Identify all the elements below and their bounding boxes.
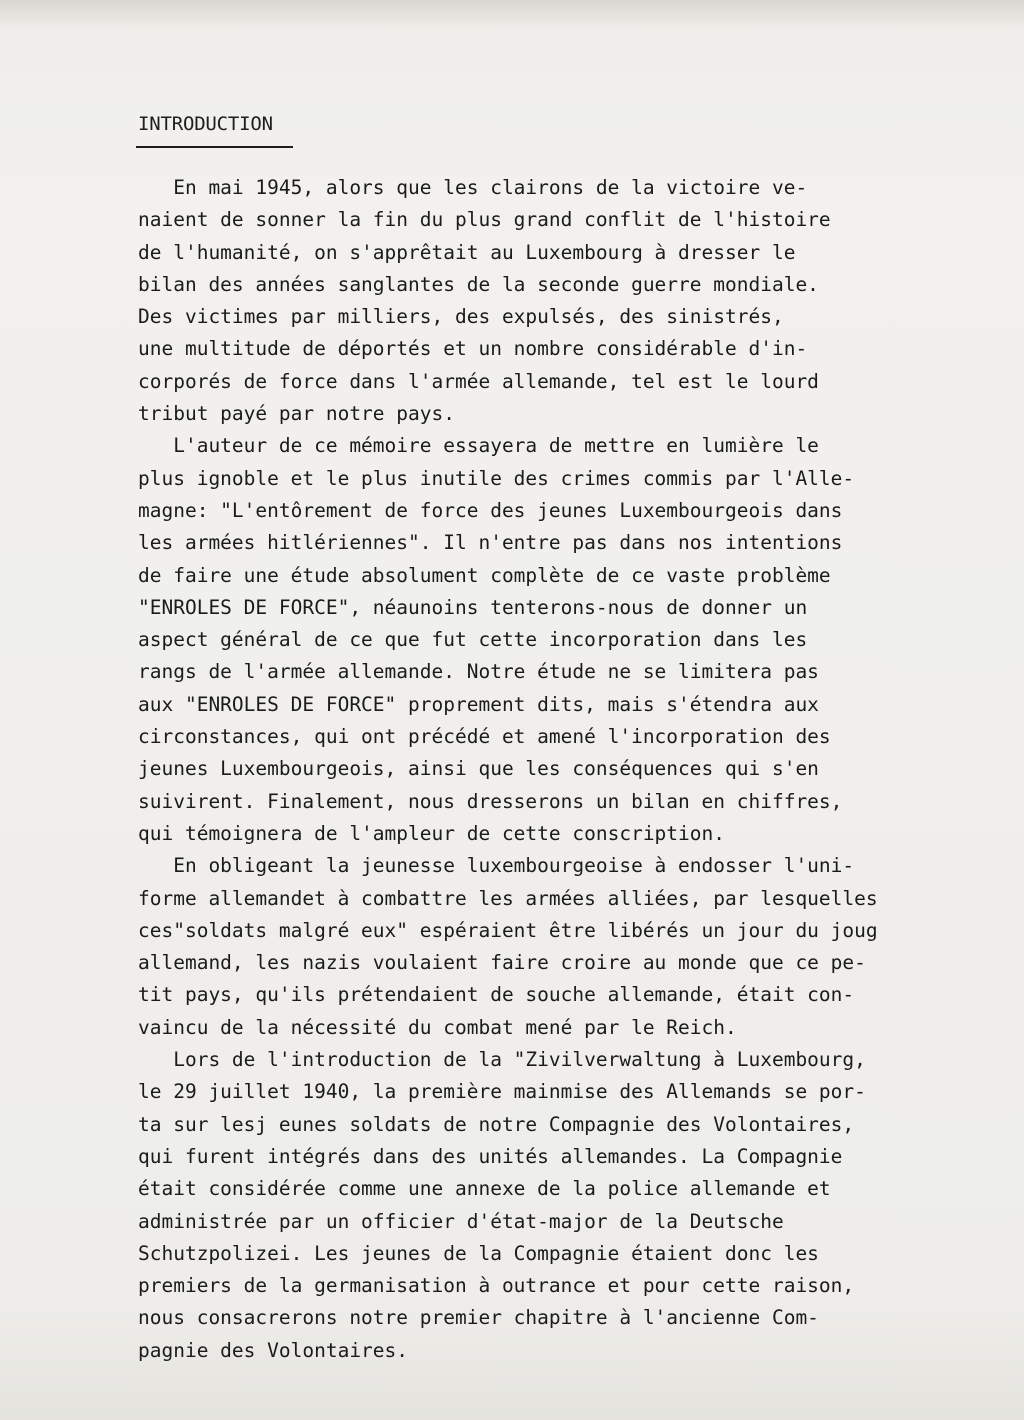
text-line: de faire une étude absolument complète de ce vaste problème <box>138 563 831 587</box>
text-line: jeunes Luxembourgeois, ainsi que les conséquences qui s'en <box>138 757 819 781</box>
text-line: rangs de l'armée allemande. Notre étude ne se limitera pas <box>138 660 819 684</box>
text-line: une multitude de déportés et un nombre considérable d'in- <box>138 337 808 361</box>
text-line: de l'humanité, on s'apprêtait au Luxembourg à dresser le <box>138 240 796 264</box>
text-line: magne: "L'entôrement de force des jeunes Luxembourgeois dans <box>138 498 843 522</box>
text-line: nous consacrerons notre premier chapitre à l'ancienne Com- <box>138 1306 819 1330</box>
text-line: forme allemandet à combattre les armées alliées, par lesquelles <box>138 886 878 910</box>
text-line: tit pays, qu'ils prétendaient de souche allemande, était con- <box>138 983 855 1007</box>
text-line: Lors de l'introduction de la "Zivilverwaltung à Luxembourg, <box>138 1048 866 1072</box>
text-line: aspect général de ce que fut cette incorporation dans les <box>138 628 808 652</box>
text-line: aux "ENROLES DE FORCE" proprement dits, mais s'étendra aux <box>138 692 819 716</box>
text-line: En obligeant la jeunesse luxembourgeoise à endosser l'uni- <box>138 854 855 878</box>
text-line: suivirent. Finalement, nous dresserons un bilan en chiffres, <box>138 789 843 813</box>
text-line: plus ignoble et le plus inutile des crimes commis par l'Alle- <box>138 466 855 490</box>
text-line: le 29 juillet 1940, la première mainmise des Allemands se por- <box>138 1080 866 1104</box>
text-line: circonstances, qui ont précédé et amené l'incorporation des <box>138 725 831 749</box>
text-line: tribut payé par notre pays. <box>138 402 455 426</box>
text-line: administrée par un officier d'état-major de la Deutsche <box>138 1209 784 1233</box>
text-line: ces"soldats malgré eux" espéraient être libérés un jour du joug <box>138 918 878 942</box>
text-line: "ENROLES DE FORCE", néaunoins tenterons-nous de donner un <box>138 595 808 619</box>
text-line: bilan des années sanglantes de la seconde guerre mondiale. <box>138 272 819 296</box>
text-line: était considérée comme une annexe de la police allemande et <box>138 1177 831 1201</box>
text-line: pagnie des Volontaires. <box>138 1338 409 1362</box>
text-line: qui furent intégrés dans des unités allemandes. La Compagnie <box>138 1144 843 1168</box>
text-line: allemand, les nazis voulaient faire croire au monde que ce pe- <box>138 951 866 975</box>
text-line: ta sur lesj eunes soldats de notre Compagnie des Volontaires, <box>138 1112 855 1136</box>
text-line: les armées hitlériennes". Il n'entre pas dans nos intentions <box>138 531 843 555</box>
text-line: premiers de la germanisation à outrance et pour cette raison, <box>138 1274 855 1298</box>
text-line: vaincu de la nécessité du combat mené par le Reich. <box>138 1015 737 1039</box>
text-line: L'auteur de ce mémoire essayera de mettre en lumière le <box>138 434 819 458</box>
text-line: Schutzpolizei. Les jeunes de la Compagnie étaient donc les <box>138 1241 819 1265</box>
text-line: corporés de force dans l'armée allemande, tel est le lourd <box>138 369 819 393</box>
text-line: En mai 1945, alors que les clairons de la victoire ve- <box>138 176 808 199</box>
body-text <box>138 172 898 1367</box>
text-line: qui témoignera de l'ampleur de cette conscription. <box>138 821 725 845</box>
text-line: Des victimes par milliers, des expulsés, des sinistrés, <box>138 305 784 329</box>
heading-underline <box>136 146 293 148</box>
section-heading: INTRODUCTION <box>138 113 273 135</box>
text-line: naient de sonner la fin du plus grand conflit de l'histoire <box>138 208 831 232</box>
